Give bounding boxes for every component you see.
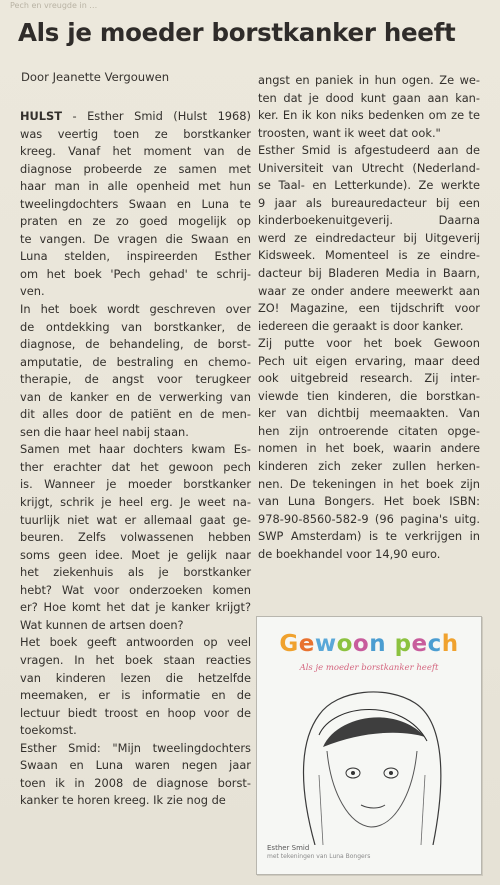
article-text-line: de ontdekking van borstkanker, de: [20, 319, 251, 334]
article-text-line: HULST - Esther Smid (Hulst 1968): [20, 109, 251, 123]
article-text-line: te vangen. De vragen die Swaan en: [20, 231, 251, 246]
article-text-line: Swaan en Luna waren negen jaar: [20, 758, 251, 773]
article-text-line: ZO! Magazine, een tijdschrift voor: [258, 301, 480, 316]
article-text-line: angst en paniek in hun ogen. Ze we-: [258, 73, 480, 87]
article-text-line: ker van dichtbij meemaakten. Van: [258, 406, 480, 421]
article-text-line: Samen met haar dochters kwam Es-: [20, 442, 251, 457]
article-text-line: In het boek wordt geschreven over: [20, 302, 251, 317]
article-text-line: van Luna Bongers. Het boek ISBN:: [258, 494, 480, 509]
article-byline: Door Jeanette Vergouwen: [21, 70, 170, 84]
article-text-line: het ziekenhuis als je borstkanker: [20, 565, 251, 580]
book-cover-image: [256, 616, 482, 875]
girl-drawing-illustration: [257, 675, 481, 845]
article-text-line: vragen. In het boek staan reacties: [20, 652, 251, 667]
article-text-line: diagnose, de behandeling, de borst-: [20, 337, 251, 352]
article-text-line: troosten, want ik weet dat ook.": [258, 125, 441, 140]
article-text-line: Het boek geeft antwoorden op veel: [20, 635, 251, 650]
article-text-line: kanker te horen kreeg. Ik zie nog de: [20, 793, 226, 808]
article-text-line: dit alles door de patiënt en de men-: [20, 407, 251, 422]
article-text-line: SWP Amsterdam) is te verkrijgen in: [258, 529, 480, 544]
article-text-line: Esther Smid: "Mijn tweelingdochters: [20, 740, 251, 755]
book-cover-title: [257, 631, 481, 657]
article-text-line: kinderboekenuitgeverij. Daarna: [258, 213, 480, 228]
article-text-line: tweelingdochters Swaan en Luna te: [20, 196, 251, 211]
article-title: Als je moeder borstkanker heeft: [18, 18, 456, 47]
article-text-line: ten dat je dood kunt gaan aan kan-: [258, 90, 480, 105]
article-text-line: ther erachter dat het gewoon pech: [20, 459, 251, 474]
article-text-line: van kinderen lezen die hetzelfde: [20, 670, 251, 685]
article-text-line: de boekhandel voor 14,90 euro.: [258, 546, 441, 561]
article-text-line: om het boek 'Pech gehad' te schrij-: [20, 266, 251, 281]
article-text-line: sen die haar heel nabij staan.: [20, 424, 189, 439]
article-text-line: Pech uit eigen ervaring, maar deed: [258, 353, 480, 368]
article-column-left: [20, 108, 251, 810]
book-cover-subtitle: Als je moeder borstkanker heeft: [299, 663, 439, 673]
article-text-line: soms geen idee. Moet je gelijk naar: [20, 547, 251, 562]
article-text-line: toen ik in 2008 de diagnose borst-: [20, 775, 251, 790]
article-text-line: Zij putte voor het boek Gewoon: [258, 336, 480, 351]
article-text-line: er? Hoe komt het dat je kanker krijgt?: [20, 600, 251, 615]
article-text-line: beuren. Zelfs volwassenen hebben: [20, 530, 251, 545]
article-text-line: was veertig toen ze borstkanker: [20, 126, 251, 141]
article-text-line: viewde tien kinderen, die borstkan-: [258, 388, 480, 403]
article-text-line: Luna stelden, inspireerden Esther: [20, 249, 251, 264]
book-cover-title-word: pech: [394, 631, 459, 657]
article-text-line: diagnose probeerde ze samen met: [20, 161, 251, 176]
article-text-line: hen zijn ontroerende citaten opge-: [258, 423, 480, 438]
article-column-right: [258, 72, 480, 563]
article-text-line: ven.: [20, 284, 45, 299]
article-text-line: krijgt, schrik je heel erg. Je weet na-: [20, 495, 251, 510]
article-text-line: nen. De tekeningen in het boek zijn: [258, 476, 480, 491]
article-text-line: kreeg. Vanaf het moment van de: [20, 144, 251, 159]
article-text-line: dacteur bij Bladeren Media in Baarn,: [258, 266, 480, 281]
article-text-line: toekomst.: [20, 723, 77, 738]
article-text-line: lectuur biedt troost en hoop voor de: [20, 705, 251, 720]
article-text-line: Kidsweek. Momenteel is ze eindre-: [258, 248, 480, 263]
article-text-line: werd ze eindredacteur bij Uitgeverij: [258, 230, 480, 245]
article-text-line: se Taal- en Letterkunde). Ze werkte: [258, 178, 480, 193]
article-text-line: ker. En ik kon niks bedenken om ze te: [258, 108, 480, 123]
article-text-line: nomen in het boek, waarin andere: [258, 441, 480, 456]
article-text-line: hebt? Wat voor onderzoeken komen: [20, 582, 251, 597]
article-text-line: is. Wanneer je moeder borstkanker: [20, 477, 251, 492]
article-text-line: tuurlijk niet wat er allemaal gaat ge-: [20, 512, 251, 527]
article-text-line: van de kanker en de verwerking van: [20, 389, 251, 404]
article-text-line: ook uitgebreid research. Zij inter-: [258, 371, 480, 386]
article-text-line: 9 jaar als bureauredacteur bij een: [258, 195, 480, 210]
article-text-line: waar ze onder andere meewerkt aan: [258, 283, 480, 298]
book-cover-author: Esther Smid: [267, 844, 310, 852]
article-text-line: therapie, de angst voor terugkeer: [20, 372, 251, 387]
book-cover-title-word: Gewoon: [279, 631, 387, 657]
book-cover-illustrator: met tekeningen van Luna Bongers: [267, 853, 371, 860]
article-text-line: Universiteit van Utrecht (Nederland-: [258, 160, 480, 175]
article-text-line: Wat kunnen de artsen doen?: [20, 617, 184, 632]
article-text-line: praten en ze zo goed mogelijk op: [20, 214, 251, 229]
article-text-line: amputatie, de bestraling en chemo-: [20, 354, 251, 369]
article-text-line: iedereen die geraakt is door kanker.: [258, 318, 464, 333]
article-text-line: kinderen zich zeker zullen herken-: [258, 459, 480, 474]
article-text-line: haar man in alle openheid met hun: [20, 179, 251, 194]
article-text-line: 978-90-8560-582-9 (96 pagina's uitg.: [258, 511, 480, 526]
article-text-line: Esther Smid is afgestudeerd aan de: [258, 143, 480, 158]
page-header-faint: Pech en vreugde in …: [10, 1, 98, 10]
article-text-line: meemaken, er is informatie en de: [20, 688, 251, 703]
